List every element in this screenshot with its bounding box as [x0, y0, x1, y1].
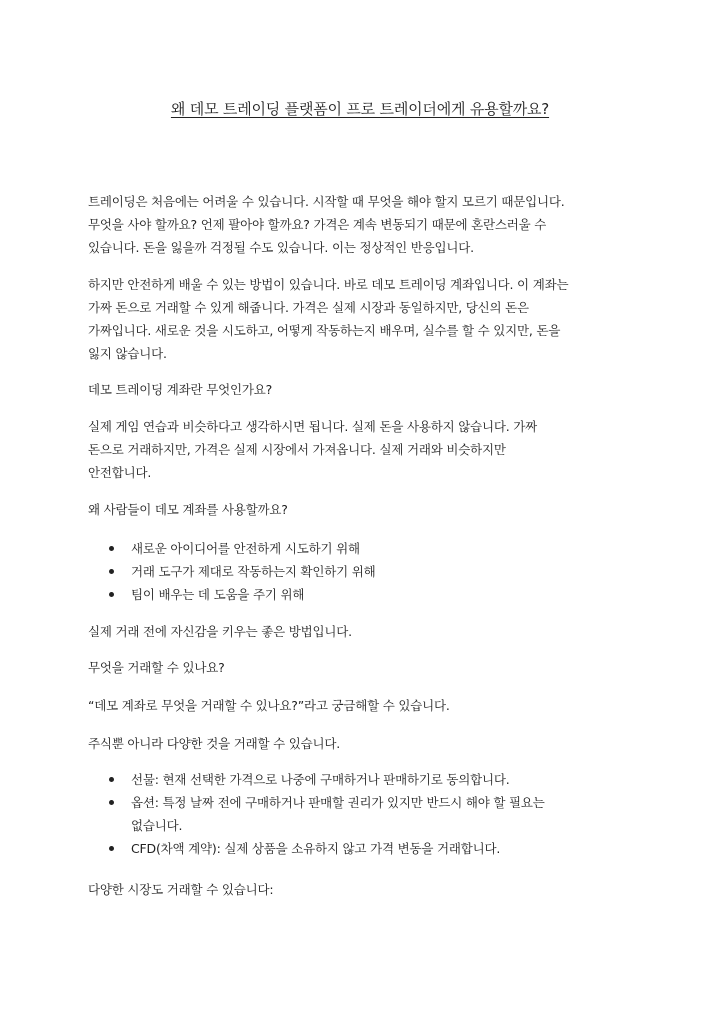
list-item-text: 팀이 배우는 데 도움을 주기 위해: [131, 587, 305, 602]
list-item: [88, 583, 648, 606]
text-line: 트레이딩은 처음에는 어려울 수 있습니다. 시작할 때 무엇을 해야 할지 모르기 때문입니다.: [88, 194, 565, 209]
list-item-text: 거래 도구가 제대로 작동하는지 확인하기 위해: [131, 564, 376, 579]
text-line: 안전합니다.: [88, 465, 152, 480]
list-item: [88, 791, 648, 837]
section-heading-what-to-trade: 무엇을 거래할 수 있나요?: [88, 660, 225, 675]
text-line: 있습니다. 돈을 잃을까 걱정될 수도 있습니다. 이는 정상적인 반응입니다.: [88, 240, 474, 255]
document-title: 왜 데모 트레이딩 플랫폼이 프로 트레이더에게 유용할까요?: [170, 100, 550, 118]
text-line: 무엇을 사야 할까요? 언제 팔아야 할까요? 가격은 계속 변동되기 때문에 혼란스러울 수: [88, 217, 547, 232]
list-item: [88, 768, 648, 791]
why-use-list: [88, 537, 648, 606]
what-to-trade-answer: 주식뿐 아니라 다양한 것을 거래할 수 있습니다.: [88, 736, 341, 751]
text-line: 실제 게임 연습과 비슷하다고 생각하시면 됩니다. 실제 돈을 사용하지 않습니다. 가짜: [88, 419, 538, 434]
what-to-trade-question: “데모 계좌로 무엇을 거래할 수 있나요?”라고 궁금해할 수 있습니다.: [88, 698, 450, 713]
list-item-text: 새로운 아이디어를 안전하게 시도하기 위해: [131, 541, 360, 556]
list-item: [88, 560, 648, 583]
what-is-demo-paragraph: [88, 415, 648, 484]
bullet-icon: [109, 800, 114, 805]
section-heading-why-use: 왜 사람들이 데모 계좌를 사용할까요?: [88, 502, 288, 517]
text-line: 하지만 안전하게 배울 수 있는 방법이 있습니다. 바로 데모 트레이딩 계좌입니다. 이 계좌는: [88, 277, 569, 292]
text-line: 가짜입니다. 새로운 것을 시도하고, 어떻게 작동하는지 배우며, 실수를 할 수 있지만, 돈을: [88, 323, 561, 338]
intro-paragraph: [88, 190, 648, 259]
markets-intro: 다양한 시장도 거래할 수 있습니다:: [88, 882, 274, 897]
safe-way-paragraph: [88, 273, 648, 365]
text-line: 가짜 돈으로 거래할 수 있게 해줍니다. 가격은 실제 시장과 동일하지만, 당신의 돈은: [88, 300, 529, 315]
text-line: 돈으로 거래하지만, 가격은 실제 시장에서 가져옵니다. 실제 거래와 비슷하지만: [88, 442, 506, 457]
bullet-icon: [109, 569, 114, 574]
list-item: [88, 537, 648, 560]
section-heading-what-is-demo: 데모 트레이딩 계좌란 무엇인가요?: [88, 382, 273, 397]
why-use-closing: 실제 거래 전에 자신감을 키우는 좋은 방법입니다.: [88, 624, 352, 639]
text-line: 잃지 않습니다.: [88, 346, 167, 361]
list-item-text: 없습니다.: [131, 818, 183, 833]
bullet-icon: [109, 846, 114, 851]
bullet-icon: [109, 546, 114, 551]
list-item-text: 선물: 현재 선택한 가격으로 나중에 구매하거나 판매하기로 동의합니다.: [131, 772, 510, 787]
bullet-icon: [109, 777, 114, 782]
list-item-text: 옵션: 특정 날짜 전에 구매하거나 판매할 권리가 있지만 반드시 해야 할 필요는: [131, 795, 545, 810]
bullet-icon: [109, 592, 114, 597]
list-item: [88, 837, 648, 860]
list-item-text: CFD(차액 계약): 실제 상품을 소유하지 않고 가격 변동을 거래합니다.: [131, 841, 501, 856]
instrument-list: [88, 768, 648, 860]
